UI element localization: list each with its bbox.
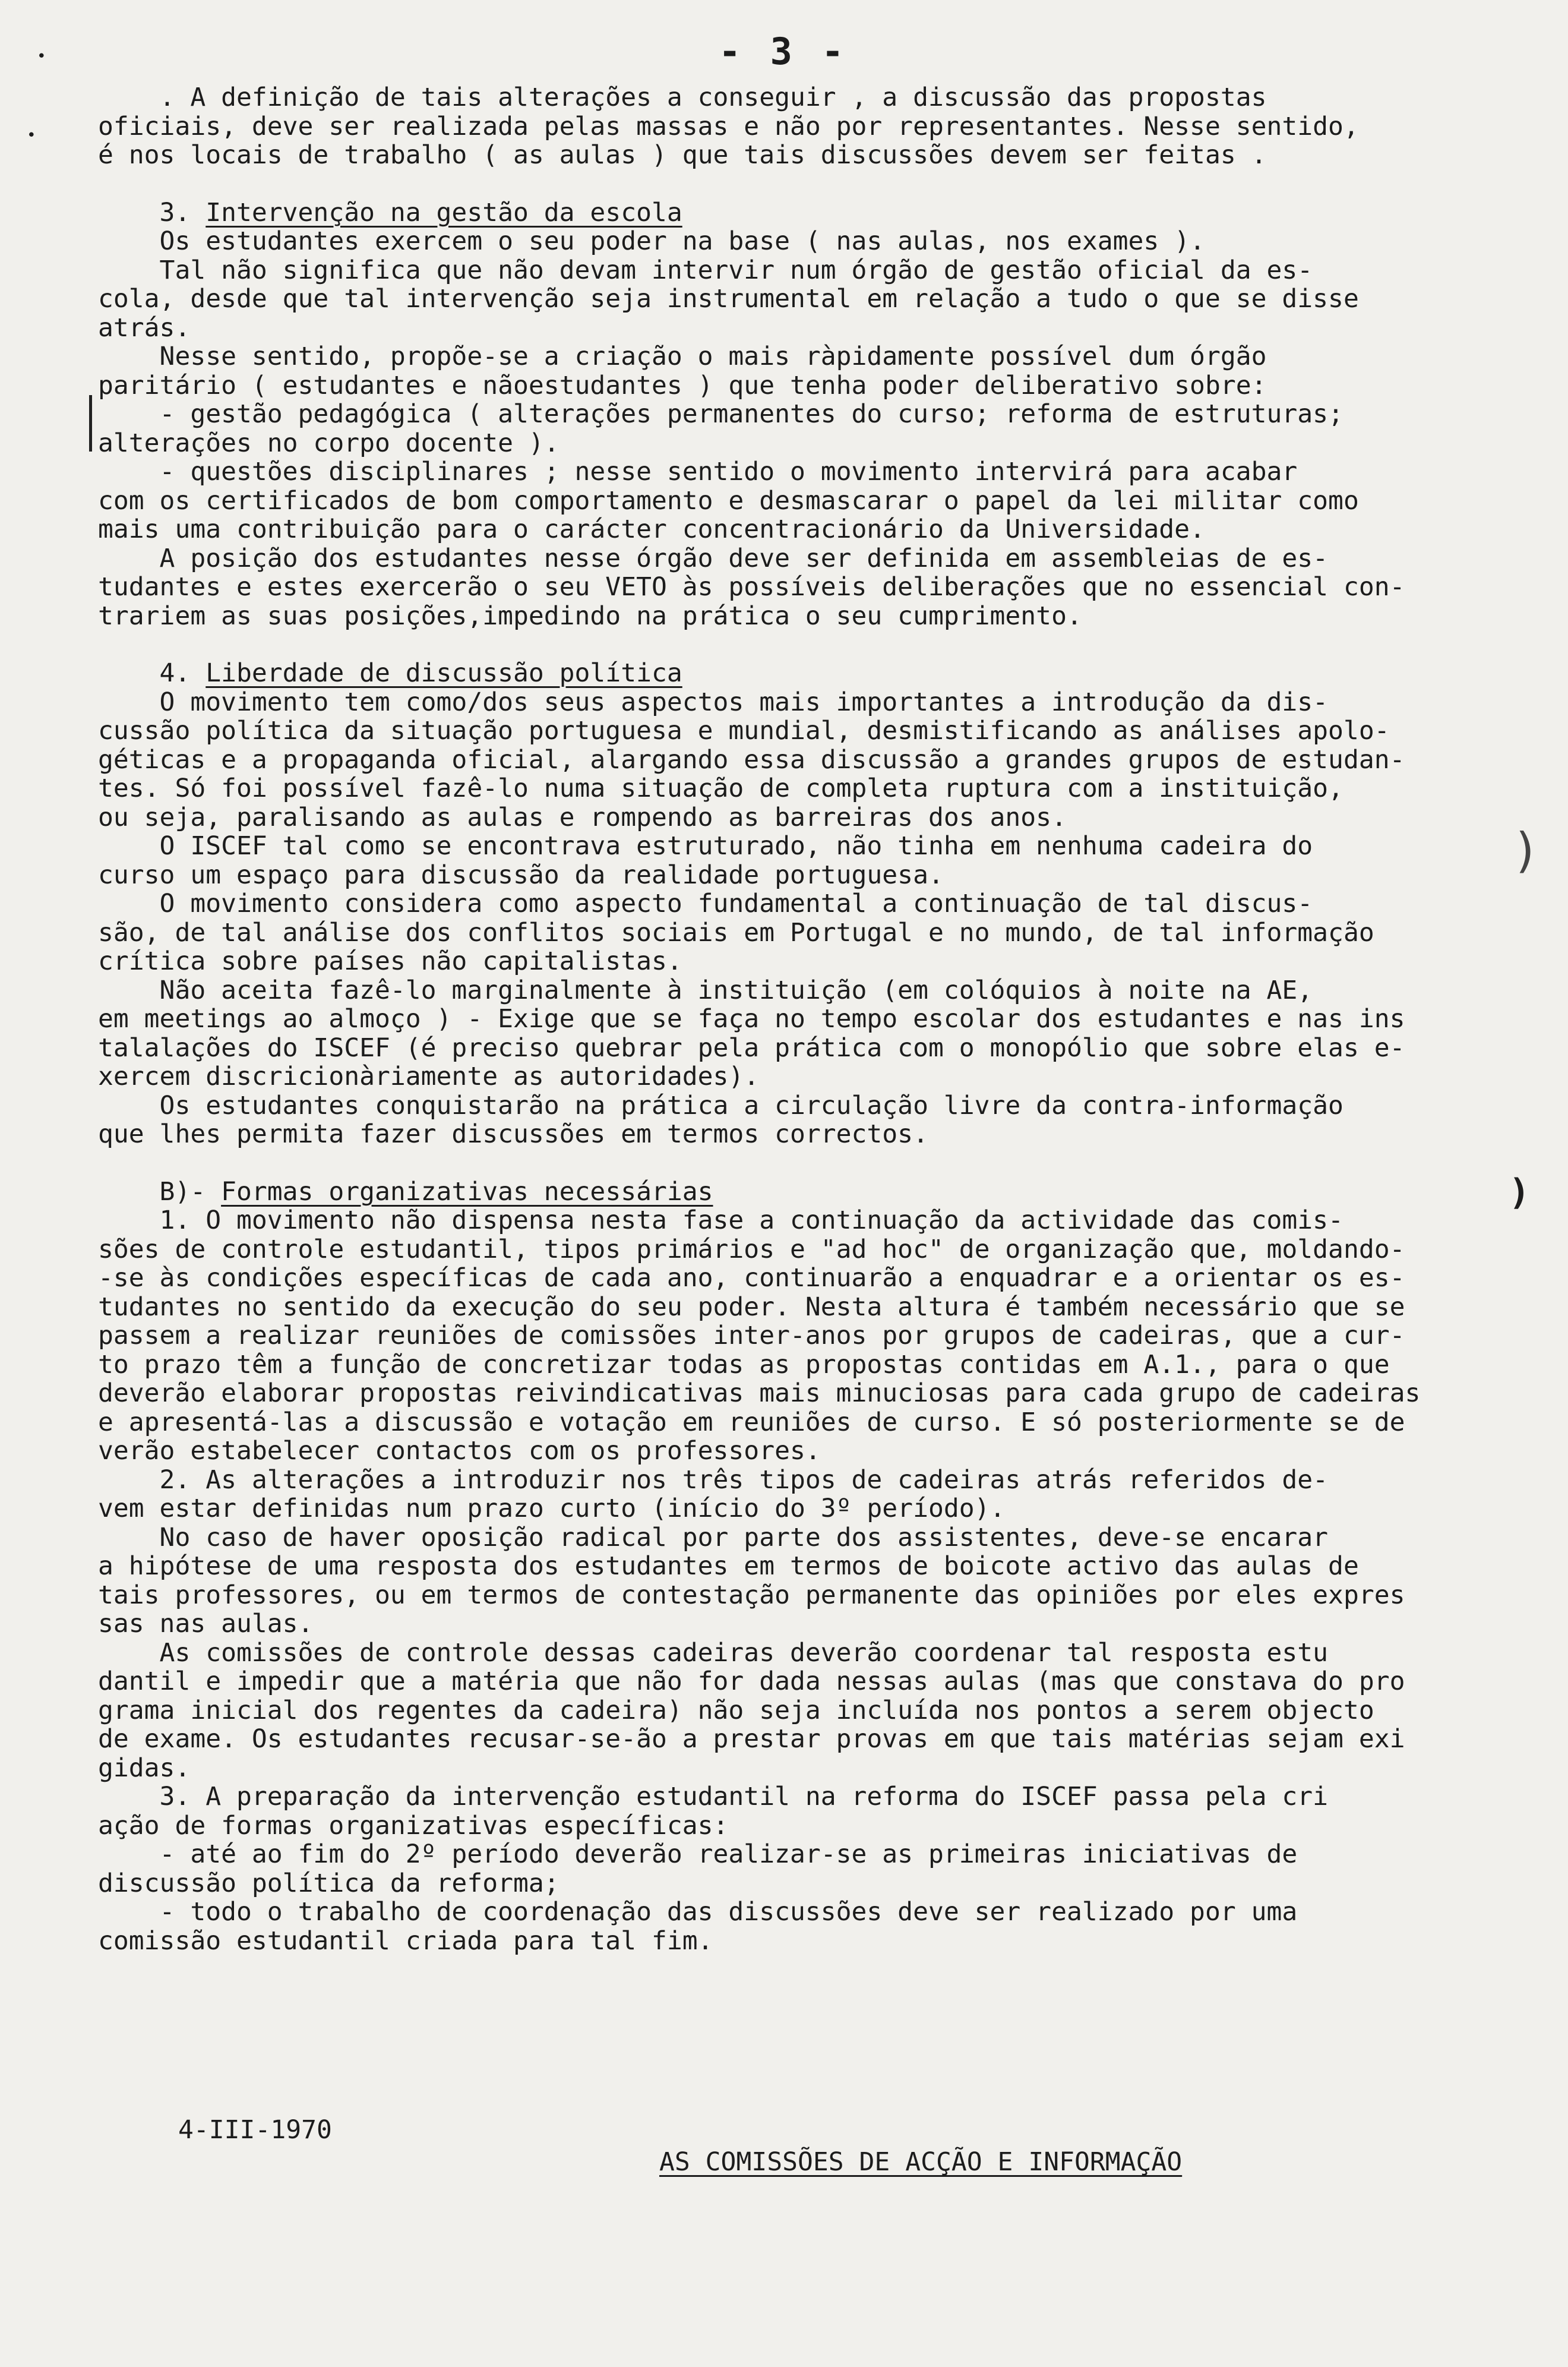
text-line: . A definição de tais alterações a conseguir , a discussão das propostas xyxy=(98,83,1267,112)
text-line: dantil e impedir que a matéria que não for dada nessas aulas (mas que constava do pro xyxy=(98,1667,1405,1696)
text-line: grama inicial dos regentes da cadeira) não seja incluída nos pontos a serem objecto xyxy=(98,1695,1374,1725)
section-heading: 4. Liberdade de discussão política xyxy=(98,658,682,688)
text-line: tudantes e estes exercerão o seu VETO às possíveis deliberações que no essencial con- xyxy=(98,572,1405,602)
text-line: em meetings ao almoço ) - Exige que se faça no tempo escolar dos estudantes e nas ins xyxy=(98,1004,1405,1034)
text-line: gidas. xyxy=(98,1753,191,1783)
text-line: cola, desde que tal intervenção seja instrumental em relação a tudo o que se disse xyxy=(98,284,1359,314)
text-line: tudantes no sentido da execução do seu poder. Nesta altura é também necessário que se xyxy=(98,1292,1405,1322)
text-line: são, de tal análise dos conflitos sociais em Portugal e no mundo, de tal informação xyxy=(98,917,1374,948)
text-line: O ISCEF tal como se encontrava estruturado, não tinha em nenhuma cadeira do xyxy=(98,831,1313,861)
text-line: mais uma contribuição para o carácter concentracionário da Universidade. xyxy=(98,515,1205,544)
text-line: que lhes permita fazer discussões em termos correctos. xyxy=(98,1119,928,1149)
margin-bracket: ) xyxy=(1509,1172,1531,1213)
text-line: 3. A preparação da intervenção estudantil na reforma do ISCEF passa pela cri xyxy=(98,1782,1329,1811)
margin-mark: • xyxy=(37,48,46,65)
text-line: Os estudantes exercem o seu poder na base ( nas aulas, nos exames ). xyxy=(98,226,1205,256)
paragraph-gap xyxy=(98,170,1500,198)
page-number: - 3 - xyxy=(719,30,848,73)
text-line: cussão política da situação portuguesa e mundial, desmistificando as análises apolo- xyxy=(98,716,1390,746)
text-line: comissão estudantil criada para tal fim. xyxy=(98,1926,713,1956)
text-line: No caso de haver oposição radical por parte dos assistentes, deve-se encarar xyxy=(98,1522,1329,1552)
text-line: xercem discricionàriamente as autoridades). xyxy=(98,1062,760,1091)
text-line: com os certificados de bom comportamento e desmascarar o papel da lei militar como xyxy=(98,485,1359,516)
text-line: verão estabelecer contactos com os professores. xyxy=(98,1436,821,1466)
text-line: Nesse sentido, propõe-se a criação o mais ràpidamente possível dum órgão xyxy=(98,342,1267,371)
text-line: curso um espaço para discussão da realidade portuguesa. xyxy=(98,860,944,890)
text-line: sas nas aulas. xyxy=(98,1609,314,1639)
text-line: - todo o trabalho de coordenação das discussões deve ser realizado por uma xyxy=(98,1897,1298,1927)
text-line: deverão elaborar propostas reivindicativas mais minuciosas para cada grupo de cadeiras xyxy=(98,1378,1421,1408)
text-line: discussão política da reforma; xyxy=(98,1868,559,1898)
text-line: to prazo têm a função de concretizar todas as propostas contidas em A.1., para o que xyxy=(98,1349,1390,1380)
text-line: oficiais, deve ser realizada pelas massas e não por representantes. Nesse sentido, xyxy=(98,111,1359,141)
text-line: tes. Só foi possível fazê-lo numa situação de completa ruptura com a instituição, xyxy=(98,774,1343,803)
text-line: Os estudantes conquistarão na prática a circulação livre da contra-informação xyxy=(98,1090,1343,1121)
paragraph-gap xyxy=(98,1149,1500,1178)
text-line: O movimento tem como/dos seus aspectos mais importantes a introdução da dis- xyxy=(98,687,1329,717)
section-heading: B)- Formas organizativas necessárias xyxy=(98,1176,713,1207)
section-heading: 3. Intervenção na gestão da escola xyxy=(98,197,682,228)
text-line: trariem as suas posições,impedindo na prática o seu cumprimento. xyxy=(98,601,1082,631)
text-line: ou seja, paralisando as aulas e rompendo as barreiras dos anos. xyxy=(98,802,1067,832)
text-line: passem a realizar reuniões de comissões inter-anos por grupos de cadeiras, que a cur- xyxy=(98,1321,1405,1350)
text-line: 2. As alterações a introduzir nos três tipos de cadeiras atrás referidos de- xyxy=(98,1465,1329,1495)
text-line: - questões disciplinares ; nesse sentido o movimento intervirá para acabar xyxy=(98,457,1298,487)
text-line: de exame. Os estudantes recusar-se-ão a prestar provas em que tais matérias sejam exi xyxy=(98,1724,1405,1754)
text-line: Tal não significa que não devam intervir num órgão de gestão oficial da es- xyxy=(98,255,1313,285)
text-line: -se às condições específicas de cada ano, continuarão a enquadrar e a orientar os es- xyxy=(98,1263,1405,1293)
signature: AS COMISSÕES DE ACÇÃO E INFORMAÇÃO xyxy=(659,2147,1183,2177)
paragraph-gap xyxy=(98,630,1500,659)
text-line: alterações no corpo docente ). xyxy=(98,428,559,458)
document-date: 4-III-1970 xyxy=(178,2115,332,2145)
text-line: 1. O movimento não dispensa nesta fase a continuação da actividade das comis- xyxy=(98,1205,1343,1235)
text-line: - até ao fim do 2º período deverão realizar-se as primeiras iniciativas de xyxy=(98,1839,1298,1869)
text-line: paritário ( estudantes e nãoestudantes ) que tenha poder deliberativo sobre: xyxy=(98,370,1267,400)
text-line: vem estar definidas num prazo curto (início do 3º período). xyxy=(98,1494,1006,1523)
document-body xyxy=(98,83,1500,1955)
text-line: géticas e a propaganda oficial, alargando essa discussão a grandes grupos de estudan- xyxy=(98,744,1405,775)
text-line: ação de formas organizativas específicas: xyxy=(98,1810,729,1841)
text-line: O movimento considera como aspecto fundamental a continuação de tal discus- xyxy=(98,889,1313,919)
text-line: atrás. xyxy=(98,313,191,343)
text-line: é nos locais de trabalho ( as aulas ) que tais discussões devem ser feitas . xyxy=(98,140,1267,170)
text-line: tais professores, ou em termos de contestação permanente das opiniões por eles expres xyxy=(98,1580,1405,1610)
text-line: A posição dos estudantes nesse órgão deve ser definida em assembleias de es- xyxy=(98,543,1329,573)
margin-paren: ) xyxy=(1512,823,1541,878)
text-line: crítica sobre países não capitalistas. xyxy=(98,946,682,976)
text-line: Não aceita fazê-lo marginalmente à instituição (em colóquios à noite na AE, xyxy=(98,975,1313,1005)
margin-bar xyxy=(89,395,92,452)
text-line: talalações do ISCEF (é preciso quebrar pela prática com o monopólio que sobre elas e- xyxy=(98,1033,1405,1063)
margin-mark: • xyxy=(27,127,36,144)
text-line: a hipótese de uma resposta dos estudantes em termos de boicote activo das aulas de xyxy=(98,1551,1359,1581)
text-line: As comissões de controle dessas cadeiras deverão coordenar tal resposta estu xyxy=(98,1637,1329,1668)
text-line: - gestão pedagógica ( alterações permanentes do curso; reforma de estruturas; xyxy=(98,399,1343,429)
text-line: e apresentá-las a discussão e votação em reuniões de curso. E só posteriormente se de xyxy=(98,1407,1405,1437)
text-line: sões de controle estudantil, tipos primários e "ad hoc" de organização que, moldando- xyxy=(98,1234,1405,1264)
